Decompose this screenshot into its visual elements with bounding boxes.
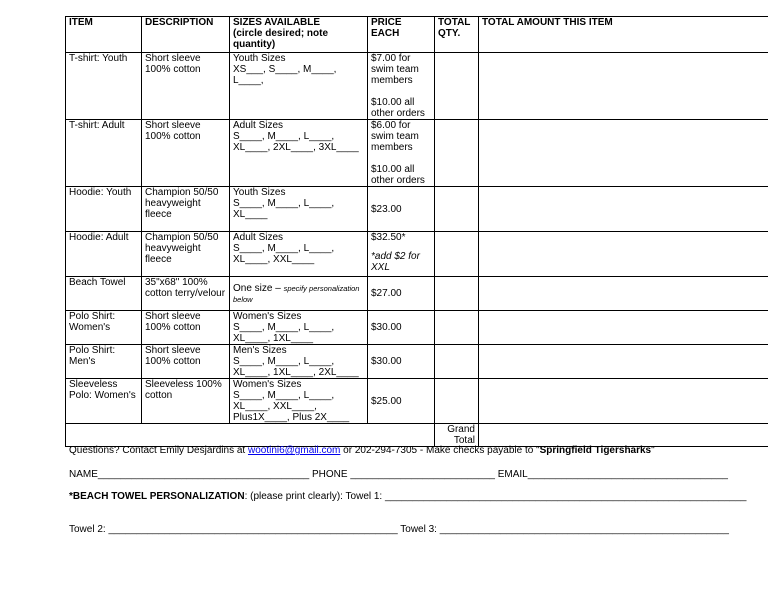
item-cell: Polo Shirt: Women's [66, 311, 142, 345]
item-cell: T-shirt: Adult [66, 120, 142, 187]
header-qty: TOTAL QTY. [435, 17, 479, 53]
sizes-cell[interactable]: Women's Sizes S____, M____, L____, XL____, XXL____, Plus1X____, Plus 2X____ [230, 379, 368, 424]
item-cell: T-shirt: Youth [66, 53, 142, 120]
table-row [66, 277, 768, 311]
price-cell: $23.00 [368, 187, 435, 232]
sizes-cell[interactable]: Adult Sizes S____, M____, L____, XL____, XXL____ [230, 232, 368, 277]
price-cell: $25.00 [368, 379, 435, 424]
questions-suffix: " [651, 445, 655, 456]
description-cell: Short sleeve 100% cotton [142, 120, 230, 187]
header-sizes [230, 17, 368, 53]
qty-cell[interactable] [435, 53, 479, 120]
grand-total-label: Grand Total [435, 424, 479, 447]
price-member: $7.00 for swim team members [371, 53, 419, 86]
total-cell[interactable] [479, 345, 768, 379]
item-cell: Polo Shirt: Men's [66, 345, 142, 379]
price-other: $10.00 all other orders [371, 97, 425, 119]
header-sizes-label: SIZES AVAILABLE [233, 17, 321, 28]
description-cell: Short sleeve 100% cotton [142, 345, 230, 379]
description-cell: Champion 50/50 heavyweight fleece [142, 187, 230, 232]
header-item: ITEM [66, 17, 142, 53]
description-cell: Short sleeve 100% cotton [142, 311, 230, 345]
qty-cell[interactable] [435, 232, 479, 277]
qty-cell[interactable] [435, 187, 479, 232]
table-row [66, 379, 768, 424]
questions-line [69, 445, 768, 457]
table-row [66, 120, 768, 187]
total-cell[interactable] [479, 187, 768, 232]
sizes-cell[interactable]: Women's Sizes S____, M____, L____, XL____, 1XL____ [230, 311, 368, 345]
price-cell [368, 232, 435, 277]
price-member: $6.00 for swim team members [371, 120, 419, 153]
sizes-main: One size – [233, 282, 281, 294]
grand-total-spacer [66, 424, 435, 447]
total-cell[interactable] [479, 379, 768, 424]
table-header-row [66, 17, 768, 53]
table-row [66, 345, 768, 379]
price-value: $32.50* [371, 232, 406, 243]
questions-mid: or 202-294-7305 - Make checks payable to " [340, 445, 540, 456]
contact-info-line[interactable]: NAME______________________________________ PHONE __________________________ EMAIL____________________________________ [69, 469, 728, 480]
table-row [66, 53, 768, 120]
description-cell: Champion 50/50 heavyweight fleece [142, 232, 230, 277]
towel-2-3-line[interactable]: Towel 2: ____________________________________________________ Towel 3: ____________________________________________________ [69, 524, 729, 535]
item-cell: Beach Towel [66, 277, 142, 311]
qty-cell[interactable] [435, 345, 479, 379]
payee-name: Springfield Tigersharks [539, 445, 652, 456]
price-other: $10.00 all other orders [371, 164, 425, 186]
header-sizes-note: (circle desired; note quantity) [233, 28, 329, 50]
qty-cell[interactable] [435, 379, 479, 424]
total-cell[interactable] [479, 120, 768, 187]
qty-cell[interactable] [435, 311, 479, 345]
total-cell[interactable] [479, 277, 768, 311]
grand-total-row [66, 424, 768, 447]
towel-personalization-line[interactable] [69, 491, 768, 503]
qty-cell[interactable] [435, 120, 479, 187]
price-cell [368, 120, 435, 187]
order-form-table [65, 16, 768, 447]
description-cell: Short sleeve 100% cotton [142, 53, 230, 120]
item-cell: Hoodie: Adult [66, 232, 142, 277]
contact-email-link[interactable]: wootini6@gmail.com [247, 445, 341, 456]
item-cell: Sleeveless Polo: Women's [66, 379, 142, 424]
sizes-cell[interactable]: Men's Sizes S____, M____, L____, XL____, 1XL____, 2XL____ [230, 345, 368, 379]
price-note: *add $2 for XXL [371, 251, 420, 273]
header-description: DESCRIPTION [142, 17, 230, 53]
total-cell[interactable] [479, 311, 768, 345]
price-cell: $30.00 [368, 311, 435, 345]
table-row [66, 232, 768, 277]
description-cell: Sleeveless 100% cotton [142, 379, 230, 424]
price-cell [368, 53, 435, 120]
sizes-cell[interactable]: Adult Sizes S____, M____, L____, XL____, 2XL____, 3XL____ [230, 120, 368, 187]
sizes-note: specify personalization below [233, 283, 360, 304]
sizes-cell[interactable]: Youth Sizes S____, M____, L____, XL____ [230, 187, 368, 232]
header-total: TOTAL AMOUNT THIS ITEM [479, 17, 768, 53]
grand-total-cell[interactable] [479, 424, 768, 447]
towel-personalization-label: *BEACH TOWEL PERSONALIZATION [69, 491, 245, 502]
total-cell[interactable] [479, 53, 768, 120]
total-cell[interactable] [479, 232, 768, 277]
table-row [66, 311, 768, 345]
description-cell: 35"x68" 100% cotton terry/velour [142, 277, 230, 311]
price-cell: $30.00 [368, 345, 435, 379]
qty-cell[interactable] [435, 277, 479, 311]
item-cell: Hoodie: Youth [66, 187, 142, 232]
price-cell: $27.00 [368, 277, 435, 311]
towel-1-field[interactable]: : (please print clearly): Towel 1: _________________________________________________________________ [244, 491, 747, 502]
questions-prefix: Questions? Contact Emily Desjardins at [69, 445, 248, 456]
sizes-cell[interactable]: Youth Sizes XS___, S____, M____, L____, [230, 53, 368, 120]
table-row [66, 187, 768, 232]
sizes-cell[interactable] [230, 277, 368, 311]
header-price: PRICE EACH [368, 17, 435, 53]
